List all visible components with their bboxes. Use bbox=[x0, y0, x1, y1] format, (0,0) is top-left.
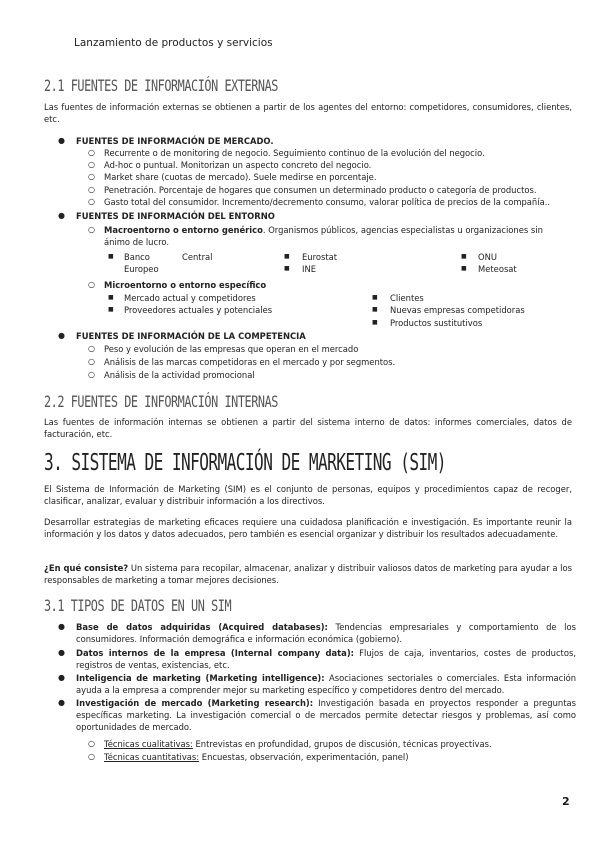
macro-item: Meteosat bbox=[478, 264, 517, 274]
sub-item-quantitative bbox=[104, 751, 409, 763]
micro-item: Productos sustitutivos bbox=[390, 318, 483, 328]
paragraph-sim-definition: El Sistema de Información de Marketing (SIM) es el conjunto de personas, equipos y procedimientos capaz de recoger, clasificar, analizar, evaluar y distribuir información a los directivos. bbox=[44, 484, 572, 506]
list-item: Recurrente o de monitoring de negocio. Seguimiento continuo de la evolución del negocio. bbox=[104, 148, 485, 158]
bullet-circle: ○ bbox=[88, 739, 95, 748]
page-header: Lanzamiento de productos y servicios bbox=[74, 37, 273, 49]
bullet-circle: ○ bbox=[88, 225, 95, 234]
list-item: Análisis de las marcas competidoras en el mercado y por segmentos. bbox=[104, 357, 396, 367]
bullet-dot: ● bbox=[58, 673, 65, 682]
list-item-market-title: FUENTES DE INFORMACIÓN DE MERCADO. bbox=[76, 136, 274, 146]
bullet-circle: ○ bbox=[88, 185, 95, 194]
bullet-circle: ○ bbox=[88, 357, 95, 366]
bullet-dot: ● bbox=[58, 648, 65, 657]
item-label: Base de datos adquiridas (Acquired databases): bbox=[76, 622, 328, 632]
list-item-acquired-databases bbox=[76, 621, 576, 645]
bullet-square: ■ bbox=[372, 306, 378, 313]
bullet-circle: ○ bbox=[88, 370, 95, 379]
bullet-circle: ○ bbox=[88, 752, 95, 761]
bullet-square: ■ bbox=[284, 265, 290, 272]
list-item-environment-title: FUENTES DE INFORMACIÓN DEL ENTORNO bbox=[76, 211, 275, 221]
item-label: Datos internos de la empresa (Internal company data): bbox=[76, 648, 354, 658]
macro-item-europeo: Europeo bbox=[124, 264, 159, 274]
heading-sim: 3. SISTEMA DE INFORMACIÓN DE MARKETING (SIM) bbox=[44, 450, 446, 476]
bullet-square: ■ bbox=[461, 265, 467, 272]
heading-external-sources: 2.1 FUENTES DE INFORMACIÓN EXTERNAS bbox=[44, 76, 278, 95]
list-item-marketing-research bbox=[76, 697, 576, 733]
list-item: Ad-hoc o puntual. Monitorizan un aspecto concreto del negocio. bbox=[104, 160, 372, 170]
macro-text-line2: ánimo de lucro. bbox=[104, 237, 169, 247]
list-item-internal-data bbox=[76, 647, 576, 671]
list-item: Gasto total del consumidor. Incremento/decremento consumo, valorar política de precios de la compañía.. bbox=[104, 197, 551, 207]
micro-item: Proveedores actuales y potenciales bbox=[124, 305, 273, 315]
bullet-circle: ○ bbox=[88, 197, 95, 206]
page-number: 2 bbox=[562, 795, 570, 808]
bullet-square: ■ bbox=[372, 294, 378, 301]
bullet-dot: ● bbox=[58, 211, 65, 220]
bullet-square: ■ bbox=[108, 306, 114, 313]
macro-item: INE bbox=[302, 264, 317, 274]
micro-item: Clientes bbox=[390, 293, 424, 303]
bullet-square: ■ bbox=[108, 294, 114, 301]
list-item-macro bbox=[104, 224, 543, 236]
item-text: Asociaciones sectoriales o comerciales. Esta información ayuda a la empresa a comprender mejor su marketing específico y competidores dentro del mercado. bbox=[76, 673, 577, 695]
macro-item: ONU bbox=[478, 252, 497, 262]
list-item-marketing-intelligence bbox=[76, 672, 576, 696]
sub-text: Entrevistas en profundidad, grupos de discusión, técnicas proyectivas. bbox=[192, 739, 492, 749]
bullet-circle: ○ bbox=[88, 160, 95, 169]
what-text: Un sistema para recopilar, almacenar, analizar y distribuir valiosos datos de marketing para ayudar a los responsables de marketing a tomar mejores decisiones. bbox=[44, 563, 572, 585]
item-label: Inteligencia de marketing (Marketing intelligence): bbox=[76, 673, 325, 683]
what-label: ¿En qué consiste? bbox=[44, 563, 129, 573]
bullet-square: ■ bbox=[461, 253, 467, 260]
paragraph-sim-strategy: Desarrollar estrategias de marketing eficaces requiere una cuidadosa planificación e investigación. Es importante reunir la información y los datos y datos adecuados, pero también es esencial organizar y distribuir los resultados adecuadamente. bbox=[44, 517, 572, 539]
bullet-dot: ● bbox=[58, 331, 65, 340]
macro-item-central: Central bbox=[182, 252, 213, 262]
micro-label: Microentorno o entorno específico bbox=[104, 280, 267, 290]
bullet-square: ■ bbox=[372, 319, 378, 326]
paragraph-internal-intro: Las fuentes de información internas se obtienen a partir del sistema interno de datos: informes comerciales, datos de facturación, etc. bbox=[44, 417, 572, 439]
macro-item: Eurostat bbox=[302, 252, 338, 262]
sub-label: Técnicas cualitativas: bbox=[104, 739, 193, 749]
sub-label: Técnicas cuantitativas: bbox=[104, 752, 200, 762]
list-item: Peso y evolución de las empresas que operan en el mercado bbox=[104, 344, 359, 354]
bullet-circle: ○ bbox=[88, 280, 95, 289]
bullet-square: ■ bbox=[108, 253, 114, 260]
paragraph-sim-what bbox=[44, 562, 572, 586]
bullet-square: ■ bbox=[284, 253, 290, 260]
list-item: Market share (cuotas de mercado). Suele medirse en porcentaje. bbox=[104, 172, 377, 182]
bullet-circle: ○ bbox=[88, 344, 95, 353]
bullet-circle: ○ bbox=[88, 172, 95, 181]
micro-item: Mercado actual y competidores bbox=[124, 293, 256, 303]
micro-item: Nuevas empresas competidoras bbox=[390, 305, 525, 315]
macro-label: Macroentorno o entorno genérico bbox=[104, 225, 263, 235]
bullet-dot: ● bbox=[58, 698, 65, 707]
paragraph-external-intro: Las fuentes de información externas se obtienen a partir de los agentes del entorno: competidores, consumidores, clientes, etc. bbox=[44, 102, 572, 124]
heading-data-types: 3.1 TIPOS DE DATOS EN UN SIM bbox=[44, 596, 232, 615]
sub-text: Encuestas, observación, experimentación, panel) bbox=[199, 752, 409, 762]
list-item: Análisis de la actividad promocional bbox=[104, 370, 255, 380]
item-label: Investigación de mercado (Marketing research): bbox=[76, 698, 314, 708]
item-text: Tendencias empresariales y comportamiento de los consumidores. Información demográfica e información económica (gobierno). bbox=[76, 622, 576, 644]
macro-item-banco: Banco bbox=[124, 252, 150, 262]
sub-item-qualitative bbox=[104, 738, 492, 750]
bullet-dot: ● bbox=[58, 622, 65, 631]
list-item-competition-title: FUENTES DE INFORMACIÓN DE LA COMPETENCIA bbox=[76, 331, 306, 341]
heading-internal-sources: 2.2 FUENTES DE INFORMACIÓN INTERNAS bbox=[44, 392, 278, 411]
bullet-circle: ○ bbox=[88, 148, 95, 157]
item-text: Investigación basada en proyectos responder a preguntas específicas marketing. La investigación comercial o de mercados permite detectar riesgos y problemas, así como oportunidades de mercado. bbox=[76, 698, 576, 732]
list-item: Penetración. Porcentaje de hogares que consumen un determinado producto o categoría de productos. bbox=[104, 185, 537, 195]
item-text: Flujos de caja, inventarios, costes de productos, registros de ventas, existencias, etc. bbox=[76, 648, 576, 670]
bullet-dot: ● bbox=[58, 136, 65, 145]
macro-text-line1: . Organismos públicos, agencias especialistas u organizaciones sin bbox=[262, 225, 543, 235]
